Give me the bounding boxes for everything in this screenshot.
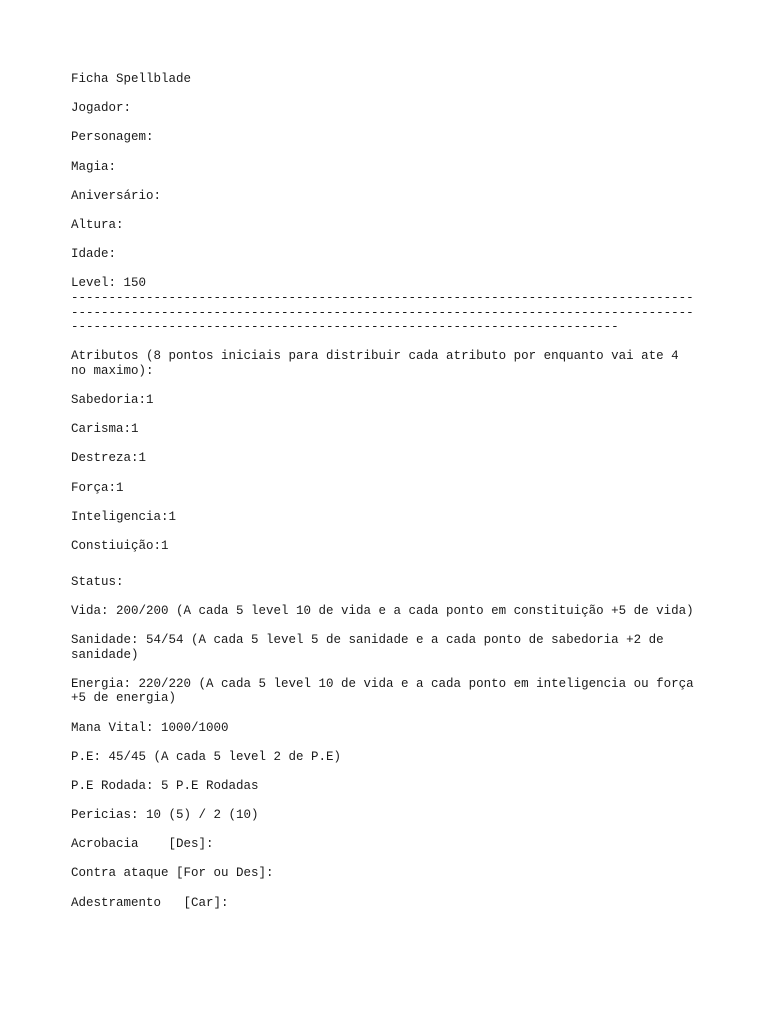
skill-acrobacia: Acrobacia [Des]: <box>71 837 214 852</box>
document-page <box>71 72 701 925</box>
attribute-carisma: Carisma:1 <box>71 422 139 437</box>
status-mana-vital: Mana Vital: 1000/1000 <box>71 720 229 735</box>
status-pe-rodada: P.E Rodada: 5 P.E Rodadas <box>71 778 259 793</box>
attributes-heading: Atributos (8 pontos iniciais para distribuir cada atributo por enquanto vai ate 4 no maximo): <box>71 349 687 378</box>
field-aniversario: Aniversário: <box>71 188 162 203</box>
divider-line: ----------------------------------------------------------------------------------- <box>71 290 694 305</box>
attribute-sabedoria: Sabedoria:1 <box>71 393 154 408</box>
status-pericias: Pericias: 10 (5) / 2 (10) <box>71 808 259 823</box>
status-energia: Energia: 220/220 (A cada 5 level 10 de vida e a cada ponto em inteligencia ou força +5 de energia) <box>71 676 702 706</box>
field-altura: Altura: <box>71 217 124 232</box>
divider-line: ----------------------------------------------------------------------------------- <box>71 305 694 320</box>
status-heading: Status: <box>71 574 124 589</box>
field-magia: Magia: <box>71 159 117 174</box>
field-idade: Idade: <box>71 247 117 262</box>
skill-contra-ataque: Contra ataque [For ou Des]: <box>71 866 274 881</box>
attribute-destreza: Destreza:1 <box>71 451 147 466</box>
attribute-forca: Força:1 <box>71 480 124 495</box>
attribute-constituicao: Constiuição:1 <box>71 539 169 553</box>
field-personagem: Personagem: <box>71 130 154 145</box>
divider-line: ------------------------------------------------------------------------- <box>71 320 619 335</box>
field-level: Level: 150 <box>71 276 147 291</box>
field-jogador: Jogador: <box>71 101 132 116</box>
document-title: Ficha Spellblade <box>71 72 192 86</box>
status-vida: Vida: 200/200 (A cada 5 level 10 de vida e a cada ponto em constituição +5 de vida) <box>71 603 694 618</box>
status-pe: P.E: 45/45 (A cada 5 level 2 de P.E) <box>71 749 342 764</box>
skill-adestramento: Adestramento [Car]: <box>71 895 229 910</box>
status-sanidade: Sanidade: 54/54 (A cada 5 level 5 de sanidade e a cada ponto de sabedoria +2 de sanidade) <box>71 632 672 662</box>
attribute-inteligencia: Inteligencia:1 <box>71 509 177 524</box>
